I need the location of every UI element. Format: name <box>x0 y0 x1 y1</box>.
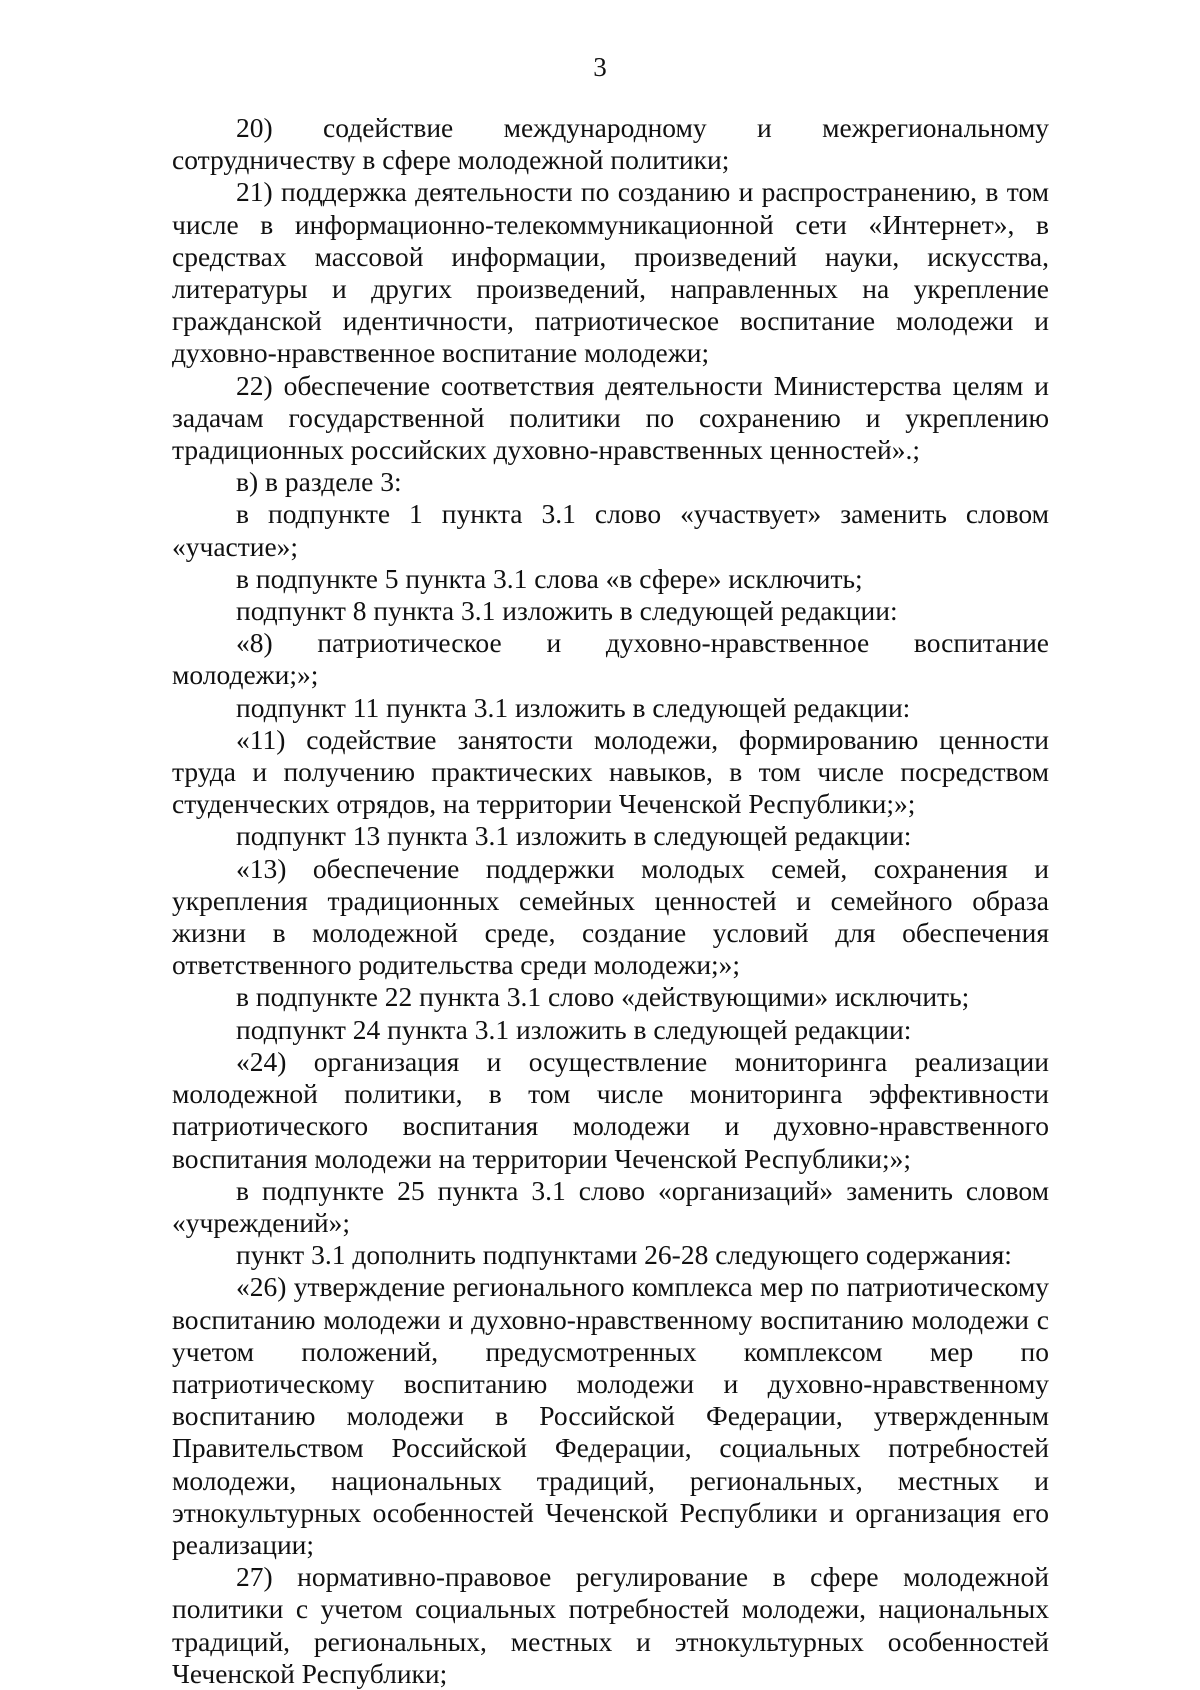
paragraph-item-20: 20) содействие международному и межрегиональному сотрудничеству в сфере молодежной политики; <box>172 112 1049 176</box>
paragraph-amend-26-28-intro: пункт 3.1 дополнить подпунктами 26-28 следующего содержания: <box>236 1239 1012 1271</box>
document-body <box>172 112 1049 1690</box>
paragraph-item-21: 21) поддержка деятельности по созданию и распространению, в том числе в информационно-телекоммуникационной сети «Интернет», в средствах массовой информации, произведений науки, искусства, литературы и других произведений, направленных на укрепление гражданской идентичности, патриотическое воспитание молодежи и духовно-нравственное воспитание молодежи; <box>172 176 1049 369</box>
paragraph-amend-13-intro: подпункт 13 пункта 3.1 изложить в следующей редакции: <box>236 820 912 852</box>
page-number: 3 <box>593 52 607 82</box>
paragraph-amend-8-text: «8) патриотическое и духовно-нравственное воспитание молодежи;»; <box>172 627 1049 691</box>
paragraph-amend-1: в подпункте 1 пункта 3.1 слово «участвует» заменить словом «участие»; <box>172 498 1049 562</box>
paragraph-amend-22: в подпункте 22 пункта 3.1 слово «действующими» исключить; <box>236 981 970 1013</box>
paragraph-amend-5: в подпункте 5 пункта 3.1 слова «в сфере» исключить; <box>236 562 863 594</box>
paragraph-item-27: 27) нормативно-правовое регулирование в сфере молодежной политики с учетом социальных потребностей молодежи, национальных традиций, региональных, местных и этнокультурных особенностей Чеченской Республики; <box>172 1561 1049 1689</box>
paragraph-amend-11-text: «11) содействие занятости молодежи, формированию ценности труда и получению практических навыков, в том числе посредством студенческих отрядов, на территории Чеченской Республики;»; <box>172 723 1049 820</box>
paragraph-section-3: в) в разделе 3: <box>236 466 402 498</box>
paragraph-amend-24-intro: подпункт 24 пункта 3.1 изложить в следующей редакции: <box>236 1013 912 1045</box>
paragraph-amend-8-intro: подпункт 8 пункта 3.1 изложить в следующей редакции: <box>236 595 898 627</box>
paragraph-item-26: «26) утверждение регионального комплекса мер по патриотическому воспитанию молодежи и духовно-нравственному воспитанию молодежи с учетом положений, предусмотренных комплексом мер по патриотическому воспитанию молодежи и духовно-нравственному воспитанию молодежи в Российской Федерации, утвержденным Правительством Российской Федерации, социальных потребностей молодежи, национальных традиций, региональных, местных и этнокультурных особенностей Чеченской Республики и организация его реализации; <box>172 1271 1049 1560</box>
paragraph-item-22: 22) обеспечение соответствия деятельности Министерства целям и задачам государственной политики по сохранению и укреплению традиционных российских духовно-нравственных ценностей».; <box>172 369 1049 466</box>
paragraph-amend-24-text: «24) организация и осуществление мониторинга реализации молодежной политики, в том числе мониторинга эффективности патриотического воспитания молодежи и духовно-нравственного воспитания молодежи на территории Чеченской Республики;»; <box>172 1045 1049 1174</box>
paragraph-amend-11-intro: подпункт 11 пункта 3.1 изложить в следующей редакции: <box>236 691 911 723</box>
paragraph-amend-25: в подпункте 25 пункта 3.1 слово «организаций» заменить словом «учреждений»; <box>172 1174 1049 1238</box>
paragraph-amend-13-text: «13) обеспечение поддержки молодых семей, сохранения и укрепления традиционных семейных ценностей и семейного образа жизни в молодежной среде, создание условий для обеспечения ответственного родительства среди молодежи;»; <box>172 852 1049 981</box>
